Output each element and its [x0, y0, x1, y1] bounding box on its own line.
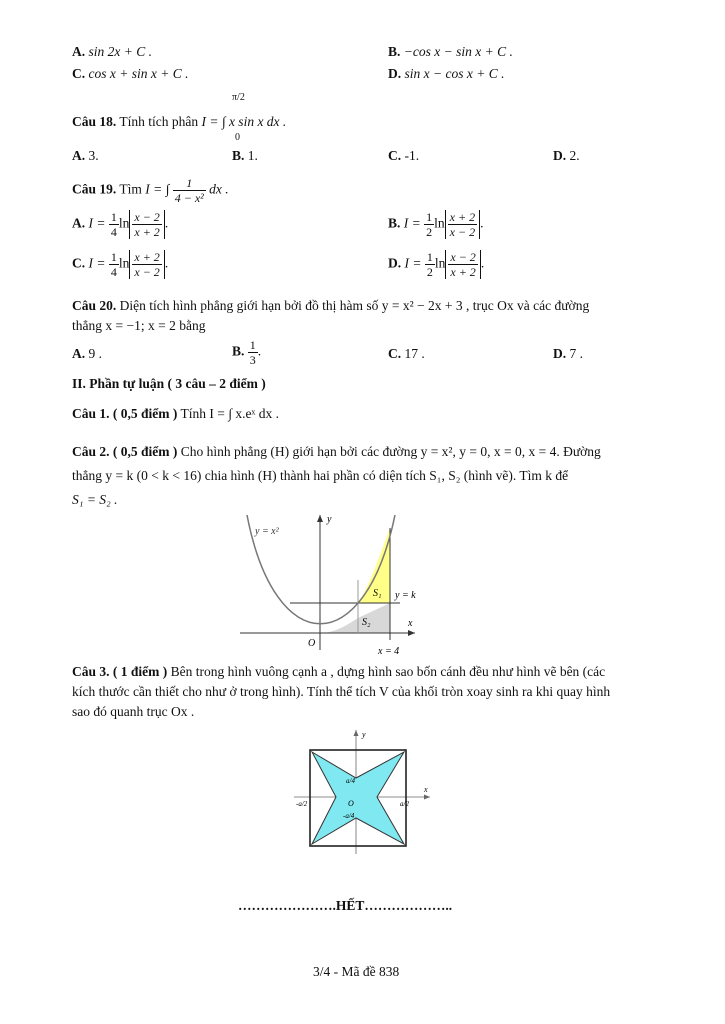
abs-value	[129, 210, 164, 239]
option-label: C.	[72, 66, 86, 81]
q20-option-a	[72, 346, 102, 362]
fraction-numerator: 1	[249, 338, 256, 352]
q19-option-d: D. I = $\frac{1}{2}$ ln $\frac{x - 2}{x + 2}$ .	[388, 250, 485, 279]
curve-label: y = x²	[255, 526, 279, 537]
section-heading: II. Phần tự luận ( 3 câu – 2 điểm )	[72, 376, 266, 391]
coef-fraction	[109, 250, 119, 279]
fraction-denominator: 4 − x²	[174, 191, 204, 205]
bottom-label: -a/4	[343, 812, 355, 820]
fraction-denominator: 2	[426, 225, 433, 239]
essay-3-line1	[72, 664, 605, 680]
option-label: D.	[388, 66, 402, 81]
end-marker: ………………….HẾT………………..	[238, 898, 453, 913]
q18-option-a	[72, 148, 99, 164]
option-label: D.	[553, 346, 567, 361]
option-label: A.	[72, 215, 86, 231]
s1-label: S₁	[373, 588, 382, 599]
essay-3-line2: kích thước cần thiết cho như ở trong hình). Tính thể tích V của khối tròn xoay sinh ra khi quay hình	[72, 684, 611, 699]
q19-question	[72, 176, 229, 205]
fraction-denominator: x + 2	[134, 225, 160, 239]
q18-option-c	[388, 148, 419, 164]
k-label: y = k	[395, 590, 416, 601]
question-title: Câu 19.	[72, 181, 117, 197]
question-text: Diện tích hình phẳng giới hạn bởi đồ thị hàm số y = x² − 2x + 3 , trục Ox và các đường	[119, 298, 590, 313]
q17-option-b	[388, 44, 513, 60]
fraction-numerator: 1	[426, 210, 433, 224]
abs-value	[445, 210, 480, 239]
q20-option-d	[553, 346, 583, 362]
integral-upper-limit: π/2	[232, 92, 245, 103]
option-label: B.	[232, 343, 245, 359]
log-fraction	[448, 210, 477, 239]
question-prompt: Tìm	[119, 181, 142, 197]
integral-dx: dx .	[209, 181, 229, 197]
fraction-numerator: 1	[110, 210, 117, 224]
top-label: a/4	[346, 777, 355, 785]
option-label: D.	[388, 255, 402, 271]
essay-3-line3: sao đó quanh trục Ox .	[72, 704, 195, 719]
left-label: -a/2	[296, 800, 308, 808]
q18-question	[72, 114, 286, 130]
option-label: C.	[72, 255, 86, 271]
fraction-numerator: 1	[173, 176, 206, 191]
q17-option-c	[72, 66, 188, 82]
question-prompt: Tính tích phân	[119, 114, 199, 129]
question-text: Tính I = ∫ x.eˣ dx .	[180, 406, 279, 421]
star-figure	[290, 728, 440, 856]
essay-2-line1	[72, 444, 601, 460]
option-lhs: I =	[88, 215, 106, 231]
q20-option-c	[388, 346, 425, 362]
x-axis-label: x	[424, 785, 428, 794]
option-text: 9 .	[88, 346, 102, 361]
q19-option-a: A. I = $\frac{1}{4}$ ln $\frac{x - 2}{x + 2}$ .	[72, 210, 169, 239]
option-text: 7 .	[569, 346, 583, 361]
abs-value	[445, 250, 480, 279]
y-axis-label: y	[362, 730, 366, 739]
option-text: 2.	[569, 148, 580, 163]
option-lhs: I =	[88, 255, 106, 271]
option-text: -1.	[404, 148, 420, 163]
s2-label: S₂	[362, 617, 371, 628]
question-text: Cho hình phẳng (H) giới hạn bởi các đường y = x², y = 0, x = 0, x = 4. Đường	[180, 444, 601, 459]
question-title: Câu 3. ( 1 điểm )	[72, 664, 168, 679]
log-fraction	[132, 210, 161, 239]
coef-fraction	[424, 210, 434, 239]
fraction-denominator: 3	[249, 353, 256, 367]
q20-line2: thẳng x = −1; x = 2 bằng	[72, 318, 206, 333]
q17-option-d	[388, 66, 504, 82]
fraction-numerator: 1	[110, 250, 117, 264]
x-axis-arrow	[424, 795, 430, 800]
y-axis-label: y	[327, 514, 332, 525]
option-lhs: I =	[404, 255, 422, 271]
option-label: B.	[388, 44, 401, 59]
coef-fraction	[109, 210, 119, 239]
essay-1	[72, 406, 279, 422]
integral-lhs: I = ∫	[145, 181, 170, 197]
question-title: Câu 18.	[72, 114, 117, 129]
y-axis-arrow	[354, 730, 359, 736]
option-fraction	[248, 338, 258, 367]
question-text: Bên trong hình vuông cạnh a , dựng hình sao bốn cánh đều như hình vẽ bên (các	[170, 664, 606, 679]
fraction-numerator: x − 2	[450, 250, 476, 264]
x4-label: x = 4	[378, 646, 400, 657]
option-text: 17 .	[404, 346, 425, 361]
fraction-denominator: x + 2	[450, 265, 476, 279]
option-label: A.	[72, 44, 86, 59]
option-text: sin 2x + C .	[88, 44, 152, 59]
option-text: 1.	[247, 148, 258, 163]
option-label: D.	[553, 148, 567, 163]
y-axis-arrow	[317, 515, 323, 522]
q17-option-a	[72, 44, 152, 60]
q19-option-b: B. I = $\frac{1}{2}$ ln $\frac{x + 2}{x - 2}$ .	[388, 210, 484, 239]
q19-option-c: C. I = $\frac{1}{4}$ ln $\frac{x + 2}{x - 2}$ .	[72, 250, 169, 279]
fraction-denominator: 4	[110, 265, 117, 279]
q18-option-b	[232, 148, 258, 164]
option-label: A.	[72, 148, 86, 163]
option-text: sin x − cos x + C .	[404, 66, 505, 81]
fraction-denominator: x − 2	[134, 265, 160, 279]
ln-text: ln	[434, 255, 446, 271]
ln-text: ln	[118, 215, 130, 231]
option-lhs: I =	[403, 215, 421, 231]
abs-value	[129, 250, 164, 279]
option-label: B.	[388, 215, 401, 231]
option-label: A.	[72, 346, 86, 361]
right-label: a/2	[400, 800, 409, 808]
ln-text: ln	[434, 215, 445, 231]
log-fraction	[448, 250, 477, 279]
fraction-denominator: x − 2	[449, 225, 476, 239]
option-label: C.	[388, 346, 402, 361]
star-shape	[312, 752, 404, 844]
q20-option-b: B. $\frac{1}{3}$ .	[232, 338, 262, 367]
parabola-figure	[235, 510, 430, 658]
fraction-numerator: x − 2	[134, 210, 160, 224]
option-text: −cos x − sin x + C .	[403, 44, 513, 59]
fraction-denominator: 4	[110, 225, 117, 239]
fraction-denominator: 2	[426, 265, 433, 279]
q20-line1	[72, 298, 589, 314]
option-text: cos x + sin x + C .	[88, 66, 189, 81]
fraction-numerator: x + 2	[134, 250, 160, 264]
page-footer: 3/4 - Mã đề 838	[313, 964, 400, 979]
x-axis-arrow	[408, 630, 415, 636]
option-text: 3.	[88, 148, 99, 163]
essay-2-line3: S₁ = S₂ .	[72, 492, 118, 507]
origin-label: O	[308, 638, 316, 649]
fraction-numerator: 1	[426, 250, 433, 264]
log-fraction	[132, 250, 161, 279]
question-title: Câu 20.	[72, 298, 117, 313]
origin-label: O	[348, 799, 354, 808]
coef-fraction	[425, 250, 435, 279]
question-title: Câu 1. ( 0,5 điểm )	[72, 406, 178, 421]
fraction-numerator: x + 2	[449, 210, 476, 224]
integrand-fraction	[173, 176, 206, 205]
option-label: C.	[388, 148, 402, 163]
x-axis-label: x	[408, 618, 413, 629]
question-title: Câu 2. ( 0,5 điểm )	[72, 444, 178, 459]
integral-lower-limit: 0	[235, 132, 240, 143]
q18-option-d	[553, 148, 580, 164]
option-label: B.	[232, 148, 245, 163]
integral-expression: I = ∫ x sin x dx .	[201, 114, 287, 129]
essay-2-line2: thẳng y = k (0 < k < 16) chia hình (H) thành hai phần có diện tích S₁, S₂ (hình vẽ). Tìm k để	[72, 468, 569, 483]
ln-text: ln	[118, 255, 130, 271]
